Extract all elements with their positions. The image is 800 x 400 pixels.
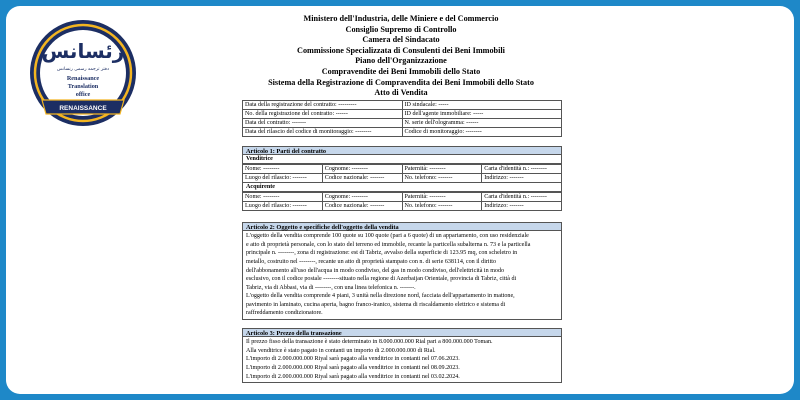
article-1-section	[242, 146, 562, 211]
table-row	[243, 165, 562, 174]
header-line-8: Atto di Vendita	[374, 88, 428, 98]
registration-cell: Data del contratto: -------	[243, 119, 403, 128]
logo-arabic-text: رئسانس	[41, 39, 125, 63]
seller-cell: Luogo del rilascio: -------	[243, 174, 323, 183]
article-3-line: Il prezzo fisso della transazione è stato determinato in 8.000.000.000 Rial pari a 800.000.000 Toman.	[246, 339, 493, 346]
table-row	[243, 174, 562, 183]
buyer-cell: Paternità: --------	[402, 192, 482, 201]
article-2-line: raffreddamento condizionatore.	[246, 310, 323, 317]
buyer-cell: Codice nazionale: -------	[322, 201, 402, 210]
buyer-cell: Nome: --------	[243, 192, 323, 201]
article-3-line: L'importo di 2.000.000.000 Riyal sarà pagato alla venditrice in contanti nel 08.09.2023.	[246, 365, 460, 372]
article-2-line: principale n. --------, zona di registrazione: est di Tabriz, avvalso della superficie di 123.95 mq, con scheletro in	[246, 250, 518, 257]
registration-cell: Data del rilascio del codice di monitoraggio: --------	[243, 128, 403, 137]
seller-cell: Cognome: --------	[322, 165, 402, 174]
article-1-title: Articolo 1: Parti del contratto	[242, 146, 562, 155]
article-2-line: esclusivo, con il codice postale --------situato nella regione di Azerbaijan Orientale, provincia di Tabriz, città di	[246, 276, 517, 283]
document-header	[206, 14, 596, 99]
header-line-5: Piano dell'Organizzazione	[355, 56, 447, 66]
article-2-line: pavimento in laminato, cucina aperta, bagno franco-iranico, sistema di riscaldamento elettrico e sistema di	[246, 301, 506, 308]
seller-cell: Carta d'identità n.: --------	[482, 165, 562, 174]
article-3-title: Articolo 3: Prezzo della transazione	[242, 328, 562, 337]
table-row	[243, 201, 562, 210]
article-3-line: L'importo di 2.000.000.000 Riyal sarà pagato alla venditrice in contanti nel 07.06.2023.	[246, 356, 460, 363]
header-line-6: Compravendite dei Beni Immobili dello Stato	[321, 66, 481, 76]
table-row	[243, 119, 562, 128]
article-3-body	[242, 337, 562, 383]
article-3-line: Alla venditrice è stato pagato in contanti un importo di 2.000.000.000 di Rial.	[246, 347, 436, 354]
registration-cell: No. della registrazione del contratto: ------	[243, 110, 403, 119]
header-line-2: Consiglio Supremo di Controllo	[345, 24, 457, 34]
buyer-table	[242, 192, 562, 211]
header-line-1: Ministero dell'Industria, delle Miniere e del Commercio	[303, 14, 499, 23]
article-2-section	[242, 222, 562, 320]
seller-cell: Nome: --------	[243, 165, 323, 174]
logo-banner-text: RENAISSANCE	[59, 105, 107, 112]
header-line-4: Commissione Specializzata di Consulenti dei Beni Immobili	[297, 45, 505, 55]
article-2-title: Articolo 2: Oggetto e specifiche dell'oggetto della vendita	[242, 222, 562, 231]
seller-label: Venditrice	[242, 155, 562, 164]
seller-cell: Indirizzo: -------	[482, 174, 562, 183]
header-line-7: Sistema della Registrazione di Compravendita dei Beni Immobili dello Stato	[268, 77, 534, 87]
buyer-cell: Indirizzo: -------	[482, 201, 562, 210]
table-row	[243, 110, 562, 119]
article-2-body	[242, 231, 562, 319]
article-3-section	[242, 328, 562, 383]
buyer-cell: Carta d'identità n.: --------	[482, 192, 562, 201]
table-row	[243, 101, 562, 110]
article-2-line: metallo, costruito nel --------, recante un atto di proprietà stampato con n. di serie 638114, con il diritto	[246, 259, 497, 266]
article-2-line: L'oggetto della vendita comprende 4 piani, 3 unità nella direzione nord, facciata dell'appartamento in mattone,	[246, 293, 515, 300]
registration-cell: Data della registrazione del contratto: ---------	[243, 101, 403, 110]
seller-table	[242, 164, 562, 183]
registration-cell: N. serie dell'ologramma: ------	[402, 119, 562, 128]
document-page	[6, 6, 794, 394]
seller-cell: Codice nazionale: -------	[322, 174, 402, 183]
table-row	[243, 128, 562, 137]
buyer-cell: No. telefono: -------	[402, 201, 482, 210]
logo-name-line-3: office	[75, 91, 91, 98]
renaissance-logo	[28, 18, 138, 128]
seller-cell: Paternità: --------	[402, 165, 482, 174]
seller-cell: No. telefono: -------	[402, 174, 482, 183]
article-3-line: L'importo di 2.000.000.000 Riyal sarà pagato alla venditrice in contanti nel 03.02.2024.	[246, 373, 460, 380]
article-2-line: L'oggetto della vendita comprende 100 quote su 100 quote (pari a 6 quote) di un appartamento, con uso residenziale	[246, 233, 529, 240]
registration-cell: Codice di monitoraggio: --------	[402, 128, 562, 137]
registration-cell: ID sindacale: -----	[402, 101, 562, 110]
registration-table	[242, 100, 562, 137]
article-2-line: dell'abbonamento all'uso dell'acqua in modo condiviso, del gas in modo condiviso, dell'elettricità in modo	[246, 267, 505, 274]
table-row	[243, 192, 562, 201]
logo-name-line-1: Renaissance	[66, 75, 100, 82]
article-2-line: e atto di proprietà personale, con lo stato del terreno ed immobile, recante la particella subalterna n. 73 e la particella	[246, 241, 531, 248]
header-line-3: Camera del Sindacato	[362, 35, 440, 45]
logo-name-line-2: Translation	[67, 83, 99, 90]
registration-cell: ID dell'agente immobiliare: -----	[402, 110, 562, 119]
article-2-line: Tabriz, via di Abbasi, via di --------, con una linea telefonica n. -------.	[246, 284, 416, 291]
buyer-cell: Luogo del rilascio: -------	[243, 201, 323, 210]
buyer-cell: Cognome: --------	[322, 192, 402, 201]
logo-arabic-subtitle: دفتر ترجمه رسمی رنسانس	[57, 67, 109, 72]
registration-section	[242, 100, 562, 137]
buyer-label: Acquirente	[242, 183, 562, 192]
